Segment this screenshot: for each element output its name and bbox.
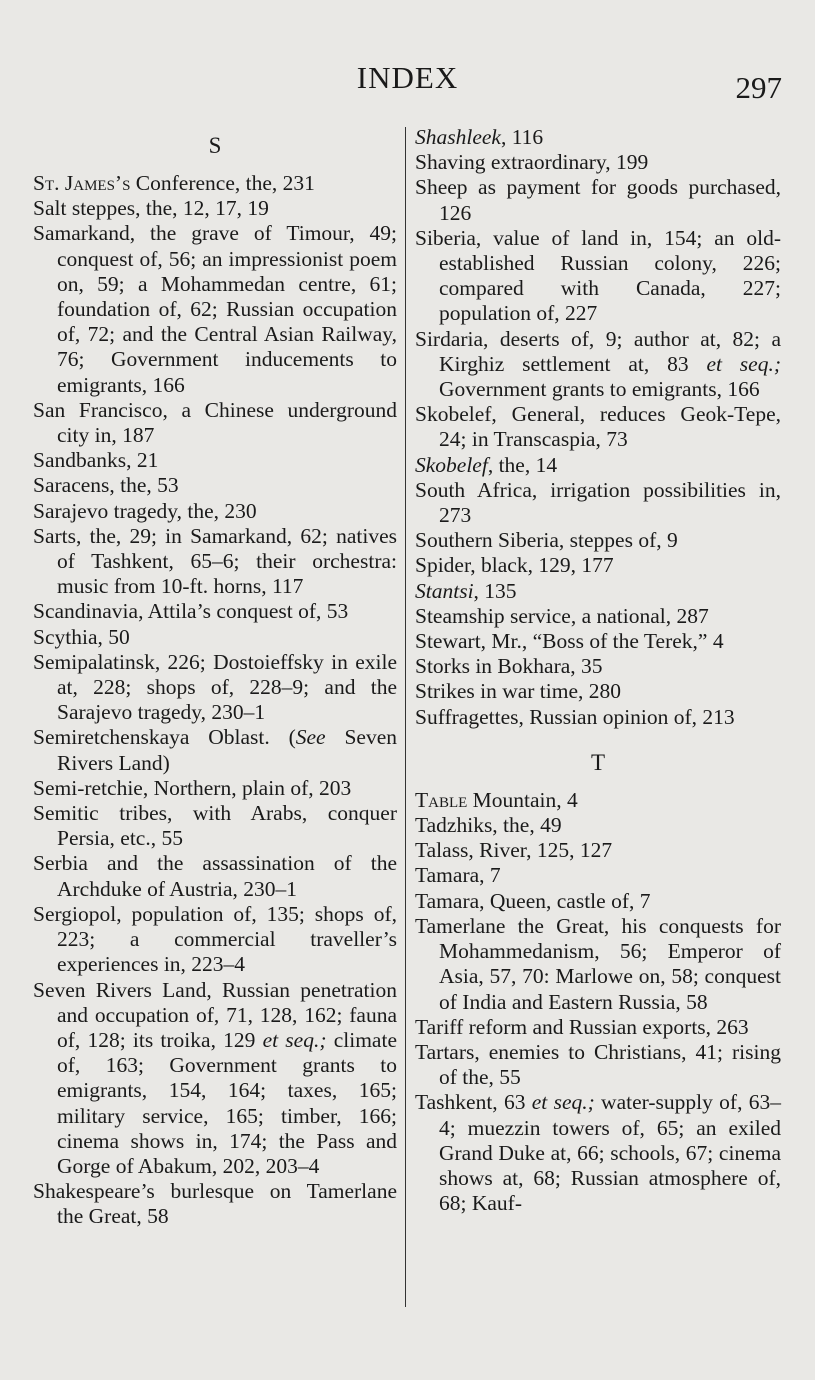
- letter-heading-s: S: [208, 133, 222, 158]
- index-entry: Shaving extraordinary, 199: [415, 150, 649, 175]
- index-entry: Table Mountain, 4: [415, 787, 578, 812]
- index-entry: Saracens, the, 53: [33, 473, 179, 498]
- index-entry: South Africa, irrigation possibilities in, 273: [415, 477, 781, 528]
- index-entry: Semiretchenskaya Oblast. (See Seven Rivers Land): [33, 725, 397, 775]
- letter-heading-t: T: [590, 749, 606, 775]
- index-entry: Stewart, Mr., “Boss of the Terek,” 4: [415, 629, 724, 654]
- index-entry: San Francisco, a Chinese underground city in, 187: [33, 397, 397, 448]
- index-entry: Scandinavia, Attila’s conquest of, 53: [33, 599, 349, 624]
- index-entry: Semitic tribes, with Arabs, conquer Persia, etc., 55: [33, 801, 397, 851]
- index-entry: Tadzhiks, the, 49: [415, 813, 562, 838]
- index-entry: Southern Siberia, steppes of, 9: [415, 528, 678, 553]
- index-entry: St. James’s Conference, the, 231: [33, 171, 315, 195]
- index-entry: Sarts, the, 29; in Samarkand, 62; natives of Tashkent, 65–6; their orchestra: music from 10-ft. horns, 117: [33, 523, 397, 599]
- index-entry: Semipalatinsk, 226; Dostoieffsky in exile at, 228; shops of, 228–9; and the Sarajevo tragedy, 230–1: [33, 649, 397, 725]
- index-entry: Seven Rivers Land, Russian penetration and occupation of, 71, 128, 162; fauna of, 128; its troika, 129 et seq.; climate of, 163; Government grants to emigrants, 154, 164; taxes, 165; military service, 165; timber, 166; cinema shows in, 174; the Pass and Gorge of Abakum, 202, 203–4: [33, 977, 397, 1178]
- index-entry: Scythia, 50: [33, 624, 130, 649]
- index-entry: Serbia and the assassination of the Archduke of Austria, 230–1: [33, 851, 397, 901]
- index-entry: Siberia, value of land in, 154; an old-established Russian colony, 226; compared with Canada, 227; population of, 227: [415, 225, 781, 326]
- index-entry: Tashkent, 63 et seq.; water-supply of, 63–4; muezzin towers of, 65; an exiled Grand Duke at, 66; schools, 67; cinema shows at, 68; Russian atmosphere of, 68; Kauf-: [415, 1090, 781, 1216]
- index-entry: Sarajevo tragedy, the, 230: [33, 498, 257, 523]
- index-column-left: [33, 125, 397, 1230]
- index-entry: Sergiopol, population of, 135; shops of, 223; a commercial traveller’s experiences in, 223–4: [33, 901, 397, 977]
- index-entry: Skobelef, General, reduces Geok-Tepe, 24; in Transcaspia, 73: [415, 402, 781, 452]
- index-entry: Tartars, enemies to Christians, 41; rising of the, 55: [415, 1039, 781, 1090]
- index-entry: Spider, black, 129, 177: [415, 553, 614, 578]
- index-entry: Shakespeare’s burlesque on Tamerlane the Great, 58: [33, 1179, 397, 1229]
- index-entry: Sirdaria, deserts of, 9; author at, 82; a Kirghiz settlement at, 83 et seq.; Government grants to emigrants, 166: [415, 326, 781, 402]
- index-entry: Storks in Bokhara, 35: [415, 654, 603, 679]
- index-entry: Tamara, Queen, castle of, 7: [415, 888, 651, 913]
- index-entry: Tariff reform and Russian exports, 263: [415, 1014, 749, 1039]
- index-entry: Tamerlane the Great, his conquests for Mohammedanism, 56; Emperor of Asia, 57, 70: Marlowe on, 58; conquest of India and Eastern Russia, 58: [415, 913, 781, 1014]
- running-head: [0, 58, 815, 105]
- index-column-right: [415, 125, 781, 1216]
- index-entry: Suffragettes, Russian opinion of, 213: [415, 704, 735, 729]
- index-entry: Strikes in war time, 280: [415, 679, 622, 704]
- index-entry: Sandbanks, 21: [33, 448, 159, 473]
- page-number: 297: [735, 70, 782, 105]
- index-entry: Steamship service, a national, 287: [415, 603, 709, 628]
- column-divider: [405, 127, 406, 1307]
- index-entry: Samarkand, the grave of Timour, 49; conquest of, 56; an impressionist poem on, 59; a Mohammedan centre, 61; foundation of, 62; Russian occupation of, 72; and the Central Asian Railway, 76; Government inducements to emigrants, 166: [33, 221, 397, 397]
- index-entry: Shashleek, 116: [415, 125, 544, 149]
- index-entry: Tamara, 7: [415, 863, 501, 888]
- index-entry: Salt steppes, the, 12, 17, 19: [33, 196, 269, 221]
- index-entry: Sheep as payment for goods purchased, 126: [415, 175, 781, 225]
- index-entry: Talass, River, 125, 127: [415, 838, 613, 863]
- index-entry: Stantsi, 135: [415, 578, 517, 603]
- index-entry: Semi-retchie, Northern, plain of, 203: [33, 775, 352, 800]
- index-entry: Skobelef, the, 14: [415, 452, 558, 477]
- page-title: INDEX: [356, 60, 459, 95]
